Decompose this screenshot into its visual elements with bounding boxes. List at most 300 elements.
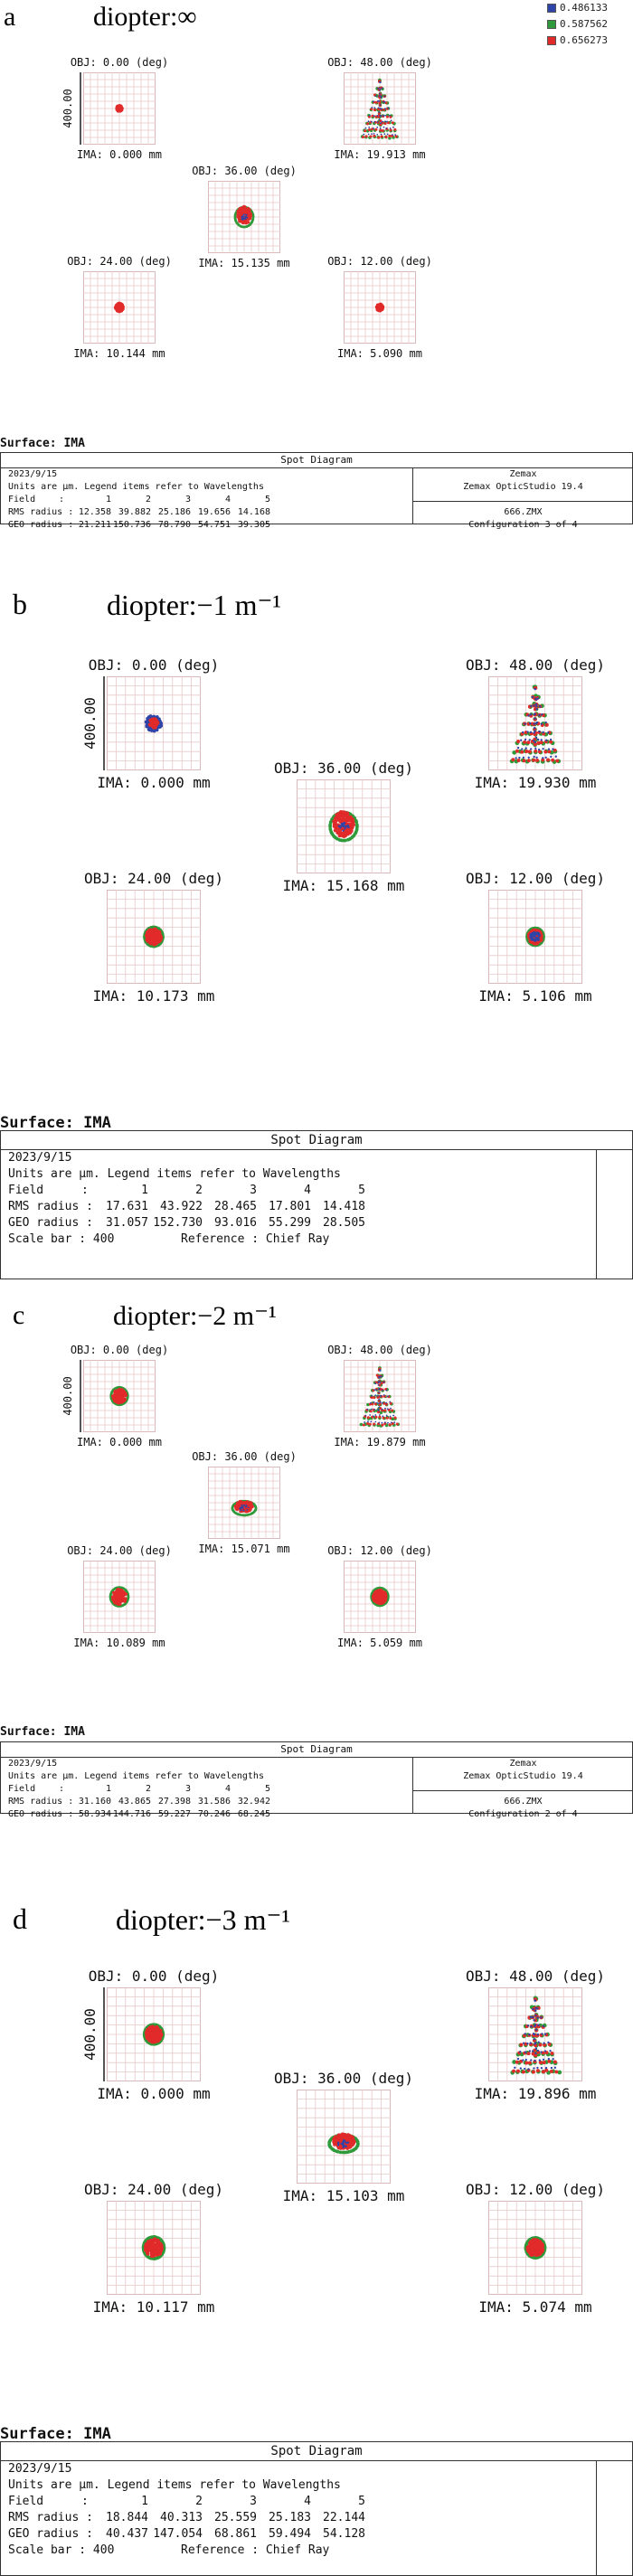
diopter-label: diopter:−2 m⁻¹ (113, 1301, 277, 1331)
ray-point (368, 120, 370, 122)
ray-point (544, 722, 546, 723)
scale-bar (103, 1987, 105, 2081)
f5-spot-grid (488, 1987, 582, 2081)
f1-obj-label: OBJ: 0.00 (deg) (88, 656, 220, 674)
ray-point (549, 2050, 551, 2052)
ray-point (149, 723, 153, 727)
ray-point (151, 2034, 155, 2038)
ray-point (393, 128, 396, 131)
f4-ima-label: IMA: 5.090 mm (337, 347, 422, 360)
ray-point (373, 1595, 375, 1598)
ray-point (360, 1423, 364, 1427)
ray-point (534, 688, 536, 690)
ray-point (522, 2059, 524, 2061)
ray-point (363, 134, 364, 136)
f1-ima-label: IMA: 0.000 mm (97, 774, 211, 791)
ray-point (373, 127, 374, 129)
ray-point (367, 1416, 370, 1419)
f5-obj-label: OBJ: 48.00 (deg) (465, 1967, 606, 1985)
ray-point (535, 937, 538, 939)
ray-point (528, 2241, 532, 2245)
f3-ima-label: IMA: 15.168 mm (282, 877, 405, 894)
ray-point (378, 100, 380, 102)
field-row-label: Field (8, 1184, 44, 1197)
ray-point (535, 722, 537, 724)
field-row-cell: 3 (250, 2495, 257, 2508)
ray-point (122, 1593, 125, 1596)
rms-row-cell: 12.358 (78, 507, 111, 517)
ray-point (543, 731, 544, 733)
ray-point (237, 1502, 240, 1505)
ray-point (390, 127, 392, 129)
ray-point (543, 750, 547, 754)
ray-point (534, 750, 537, 753)
ray-point (118, 1600, 120, 1603)
ray-point (150, 718, 154, 722)
ray-point (122, 1394, 125, 1397)
ray-point (382, 1601, 384, 1604)
ray-point (517, 759, 521, 762)
ray-point (246, 1509, 248, 1511)
ray-point (388, 135, 391, 137)
ray-point (379, 90, 381, 91)
ray-point (369, 1423, 372, 1426)
ray-point (386, 116, 389, 118)
rms-row-cell: 40.313 (160, 2511, 203, 2524)
ray-point (343, 2147, 345, 2148)
ray-point (252, 215, 255, 218)
ray-point (353, 2140, 356, 2144)
ray-point (333, 825, 336, 828)
ray-point (246, 221, 249, 223)
ray-point (534, 2000, 535, 2002)
ray-point (539, 705, 541, 707)
f4-obj-label: OBJ: 12.00 (deg) (465, 870, 606, 887)
ray-point (532, 759, 535, 762)
ray-point (552, 748, 553, 750)
ray-point (392, 121, 394, 124)
ray-point (384, 108, 386, 109)
ray-point (364, 1421, 365, 1423)
ray-point (382, 88, 383, 90)
ray-point (537, 2252, 541, 2256)
ray-point (382, 1390, 383, 1392)
scale-label: 400.00 (81, 697, 99, 750)
f2-ima-label: IMA: 10.117 mm (92, 2298, 215, 2316)
geo-row-label: GEO radius : (8, 520, 74, 530)
ray-point (383, 101, 384, 103)
diopter-label: diopter:−3 m⁻¹ (116, 1903, 290, 1936)
ray-point (369, 115, 371, 117)
ray-point (380, 1376, 382, 1378)
spot-diagram-table (0, 1130, 633, 1279)
ray-point (538, 2042, 540, 2043)
ray-point (533, 931, 535, 934)
ray-point (549, 741, 553, 744)
ray-point (340, 818, 344, 822)
ray-point (523, 759, 526, 762)
ray-point (377, 1598, 380, 1600)
software-vendor: Zemax (509, 469, 537, 479)
ray-point (241, 1507, 242, 1509)
ray-point (373, 121, 375, 123)
ray-point (520, 740, 522, 741)
ray-point (370, 1420, 372, 1422)
f5-ima-label: IMA: 19.879 mm (334, 1436, 426, 1448)
scale-bar (80, 1360, 81, 1432)
field-colon: : (81, 1184, 89, 1197)
f5-spot-box (344, 72, 416, 145)
ray-point (378, 1410, 380, 1411)
table-title: Spot Diagram (1, 453, 632, 468)
ray-point (530, 705, 532, 707)
ray-point (115, 305, 118, 307)
rms-row-cell: 14.418 (323, 1200, 365, 1213)
rms-row-cell: 43.922 (160, 1200, 203, 1213)
ray-point (541, 739, 543, 741)
f5-obj-label: OBJ: 48.00 (deg) (327, 56, 432, 69)
ray-point (388, 108, 390, 109)
ray-point (381, 136, 383, 138)
ray-point (386, 121, 388, 123)
ray-point (378, 1399, 380, 1401)
field-row-cell: 2 (195, 1184, 203, 1197)
ray-point (555, 759, 559, 762)
ray-point (531, 936, 534, 939)
diopter-label: diopter:∞ (93, 2, 197, 32)
ray-point (524, 2052, 526, 2053)
ray-point (379, 1406, 381, 1408)
ray-point (373, 1396, 375, 1399)
surface-label: Surface: IMA (0, 2425, 111, 2443)
rms-row-label: RMS radius : (8, 2511, 93, 2524)
ray-point (383, 115, 384, 117)
f5-ima-label: IMA: 19.913 mm (334, 148, 426, 161)
ray-point (526, 2043, 528, 2044)
ray-point (551, 759, 554, 762)
ray-point (528, 750, 532, 753)
ray-point (539, 2043, 543, 2047)
ray-point (527, 2068, 529, 2070)
ray-point (516, 740, 520, 743)
software-vendor: Zemax (509, 1759, 537, 1769)
ray-point (118, 304, 121, 307)
geo-row-label: GEO radius : (8, 1216, 93, 1230)
ray-point (547, 2060, 551, 2063)
ray-point (551, 2052, 554, 2055)
geo-row-cell: 68.245 (237, 1809, 270, 1819)
ray-point (149, 939, 153, 942)
f5-spot-grid (344, 1360, 416, 1432)
f2-obj-label: OBJ: 24.00 (deg) (67, 255, 172, 268)
ray-point (114, 1399, 117, 1401)
table-units: Units are µm. Legend items refer to Wavelengths (8, 1167, 341, 1181)
f2-ima-label: IMA: 10.089 mm (73, 1637, 165, 1649)
ray-point (534, 2052, 536, 2054)
ray-point (380, 127, 382, 129)
geo-row-label: GEO radius : (8, 1809, 74, 1819)
ray-point (383, 133, 385, 135)
ray-point (537, 739, 539, 741)
ray-point (512, 2070, 515, 2073)
geo-row-cell: 54.128 (323, 2527, 365, 2541)
ray-point (346, 2137, 350, 2140)
ray-point (243, 218, 245, 220)
ray-point (244, 216, 246, 218)
ray-point (345, 2142, 347, 2144)
field-row-cell: 3 (184, 1784, 191, 1794)
f2-spot-box (83, 1561, 156, 1633)
field-row-cell: 1 (141, 1184, 148, 1197)
ray-point (389, 129, 392, 132)
ray-point (540, 2016, 542, 2018)
ray-point (545, 723, 549, 727)
ray-point (381, 1424, 383, 1427)
ray-point (528, 2033, 530, 2035)
ray-point (534, 2060, 535, 2062)
scalebar-text: Scale bar : 400 (8, 1232, 115, 1246)
ray-point (535, 759, 539, 762)
ray-point (396, 1423, 399, 1426)
ray-point (379, 93, 381, 95)
ray-point (532, 2016, 534, 2018)
ray-point (343, 824, 345, 826)
ray-point (534, 2024, 536, 2025)
ray-point (245, 1505, 247, 1506)
geo-row-cell: 39.305 (237, 520, 270, 530)
f2-spot-box (107, 890, 201, 984)
ray-point (374, 1414, 376, 1416)
ray-point (243, 215, 245, 217)
spot-diagram-table (0, 2441, 633, 2576)
f5-ima-label: IMA: 19.930 mm (474, 774, 597, 791)
ray-point (387, 1422, 389, 1424)
ray-point (387, 1395, 389, 1397)
ray-point (243, 1505, 245, 1506)
ray-point (384, 1408, 386, 1410)
f1-ima-label: IMA: 0.000 mm (77, 1436, 162, 1448)
ray-point (383, 1394, 385, 1396)
f1-spot-grid (107, 676, 201, 770)
ray-point (534, 2038, 535, 2040)
ray-point (380, 1370, 382, 1372)
ray-point (371, 121, 373, 123)
ray-point (523, 2043, 524, 2044)
field-row-cell: 4 (224, 495, 231, 505)
ray-point (380, 108, 382, 109)
ray-point (118, 107, 121, 109)
ray-point (537, 2033, 539, 2035)
field-row-cell: 4 (304, 1184, 311, 1197)
ray-point (380, 122, 382, 124)
ray-point (368, 128, 371, 131)
ray-point (533, 731, 534, 733)
ray-point (125, 1393, 128, 1396)
f5-spot-box (488, 1987, 582, 2081)
ray-point (156, 2244, 160, 2248)
ray-point (390, 1416, 392, 1418)
f5-ima-label: IMA: 19.896 mm (474, 2085, 597, 2102)
f2-spot-grid (107, 2201, 201, 2295)
ray-point (383, 1597, 386, 1599)
ray-point (146, 2247, 150, 2250)
f4-obj-label: OBJ: 12.00 (deg) (465, 2181, 606, 2198)
ray-point (148, 2025, 152, 2029)
ray-point (249, 1502, 251, 1505)
ray-point (519, 2043, 523, 2047)
ray-point (380, 81, 382, 83)
ray-point (247, 217, 249, 219)
field-row-cell: 1 (105, 495, 111, 505)
ray-point (514, 2067, 515, 2069)
ray-point (551, 2067, 553, 2069)
ray-point (387, 134, 389, 136)
f4-ima-label: IMA: 5.059 mm (337, 1637, 422, 1649)
ray-point (338, 829, 342, 833)
ray-point (346, 826, 348, 827)
field-colon: : (59, 1784, 65, 1794)
ray-point (347, 818, 351, 822)
ray-point (520, 750, 524, 754)
field-row-cell: 2 (145, 495, 151, 505)
table-date: 2023/9/15 (8, 2462, 72, 2476)
ray-point (366, 1422, 369, 1425)
ray-point (378, 1392, 380, 1393)
ray-point (373, 1389, 375, 1391)
ray-point (152, 934, 156, 938)
f3-obj-label: OBJ: 36.00 (deg) (192, 165, 297, 177)
ray-point (248, 211, 250, 213)
scale-label: 400.00 (61, 1376, 74, 1416)
ray-point (529, 739, 531, 741)
ray-point (392, 134, 393, 136)
ray-point (156, 939, 159, 943)
spot-diagram-panel-a (0, 0, 633, 543)
ray-point (382, 305, 384, 307)
ray-point (366, 122, 369, 125)
ray-point (391, 1421, 392, 1423)
ray-point (530, 2059, 532, 2061)
ray-point (342, 2142, 344, 2144)
ray-point (381, 1395, 383, 1397)
rms-row-cell: 22.144 (323, 2511, 365, 2524)
ray-point (373, 1415, 374, 1417)
ray-point (380, 1401, 382, 1403)
f2-obj-label: OBJ: 24.00 (deg) (67, 1544, 172, 1557)
ray-point (525, 2059, 527, 2061)
ray-point (532, 2008, 534, 2010)
ray-point (378, 1381, 380, 1382)
geo-row-cell: 68.861 (214, 2527, 257, 2541)
field-row-label: Field (8, 1784, 36, 1794)
ray-point (155, 2027, 158, 2031)
rms-row-cell: 14.168 (237, 507, 270, 517)
ray-point (552, 2058, 553, 2060)
ray-point (546, 758, 550, 761)
ray-point (118, 1589, 121, 1591)
ray-point (367, 1420, 369, 1422)
spot-diagram-table (0, 452, 633, 530)
table-divider (412, 1790, 633, 1791)
ray-point (152, 928, 156, 931)
ray-point (255, 1506, 258, 1509)
ray-point (542, 748, 543, 750)
rms-row-cell: 25.186 (157, 507, 191, 517)
f3-spot-box (208, 1467, 280, 1539)
ray-point (534, 939, 536, 942)
rms-row-cell: 25.559 (214, 2511, 257, 2524)
ray-point (243, 213, 245, 215)
ray-point (355, 825, 359, 828)
f1-spot-box (107, 676, 201, 770)
ray-point (541, 713, 543, 715)
ray-point (341, 824, 343, 826)
ray-point (529, 2050, 531, 2052)
ray-point (373, 133, 375, 135)
ray-point (374, 1382, 376, 1384)
f2-spot-box (107, 2201, 201, 2295)
ray-point (378, 1416, 381, 1419)
ray-point (534, 2033, 535, 2035)
f4-spot-grid (344, 1561, 416, 1633)
ray-point (121, 1590, 124, 1593)
ray-point (555, 756, 557, 758)
ray-point (157, 2248, 161, 2251)
ray-point (380, 1591, 383, 1594)
ray-point (376, 1402, 378, 1404)
field-row-cell: 2 (195, 2495, 203, 2508)
field-colon: : (59, 495, 65, 505)
ray-point (124, 1599, 127, 1601)
ray-point (369, 1414, 371, 1416)
ray-point (386, 1415, 388, 1417)
ray-point (374, 1409, 376, 1411)
rms-row-cell: 17.801 (269, 1200, 311, 1213)
ray-point (382, 1422, 383, 1424)
ray-point (121, 1392, 124, 1394)
ray-point (530, 2042, 532, 2043)
ray-point (394, 134, 396, 136)
ray-point (248, 1507, 250, 1509)
ray-point (379, 88, 381, 90)
f1-spot-grid (107, 1987, 201, 2081)
ray-point (118, 1401, 121, 1404)
scale-label: 400.00 (61, 89, 74, 128)
ray-point (128, 1595, 130, 1598)
ray-point (373, 135, 375, 137)
panel-letter: d (13, 1902, 27, 1935)
table-title: Spot Diagram (1, 1131, 632, 1150)
rms-row-cell: 43.865 (118, 1797, 151, 1807)
ray-point (118, 1597, 120, 1599)
ray-point (544, 2050, 546, 2052)
ray-point (535, 2048, 537, 2050)
ray-point (377, 1409, 379, 1411)
ray-point (122, 1400, 125, 1402)
rms-row-label: RMS radius : (8, 507, 74, 517)
ray-point (524, 739, 526, 741)
ray-point (112, 1596, 115, 1599)
ray-point (540, 741, 543, 744)
ray-point (522, 731, 524, 733)
software-version: Zemax OpticStudio 19.4 (463, 482, 583, 492)
ray-point (535, 757, 537, 759)
ray-point (384, 1592, 387, 1595)
ray-point (544, 2033, 546, 2034)
scale-label: 400.00 (81, 2008, 99, 2061)
ray-point (373, 1423, 375, 1426)
ray-point (535, 2029, 537, 2031)
